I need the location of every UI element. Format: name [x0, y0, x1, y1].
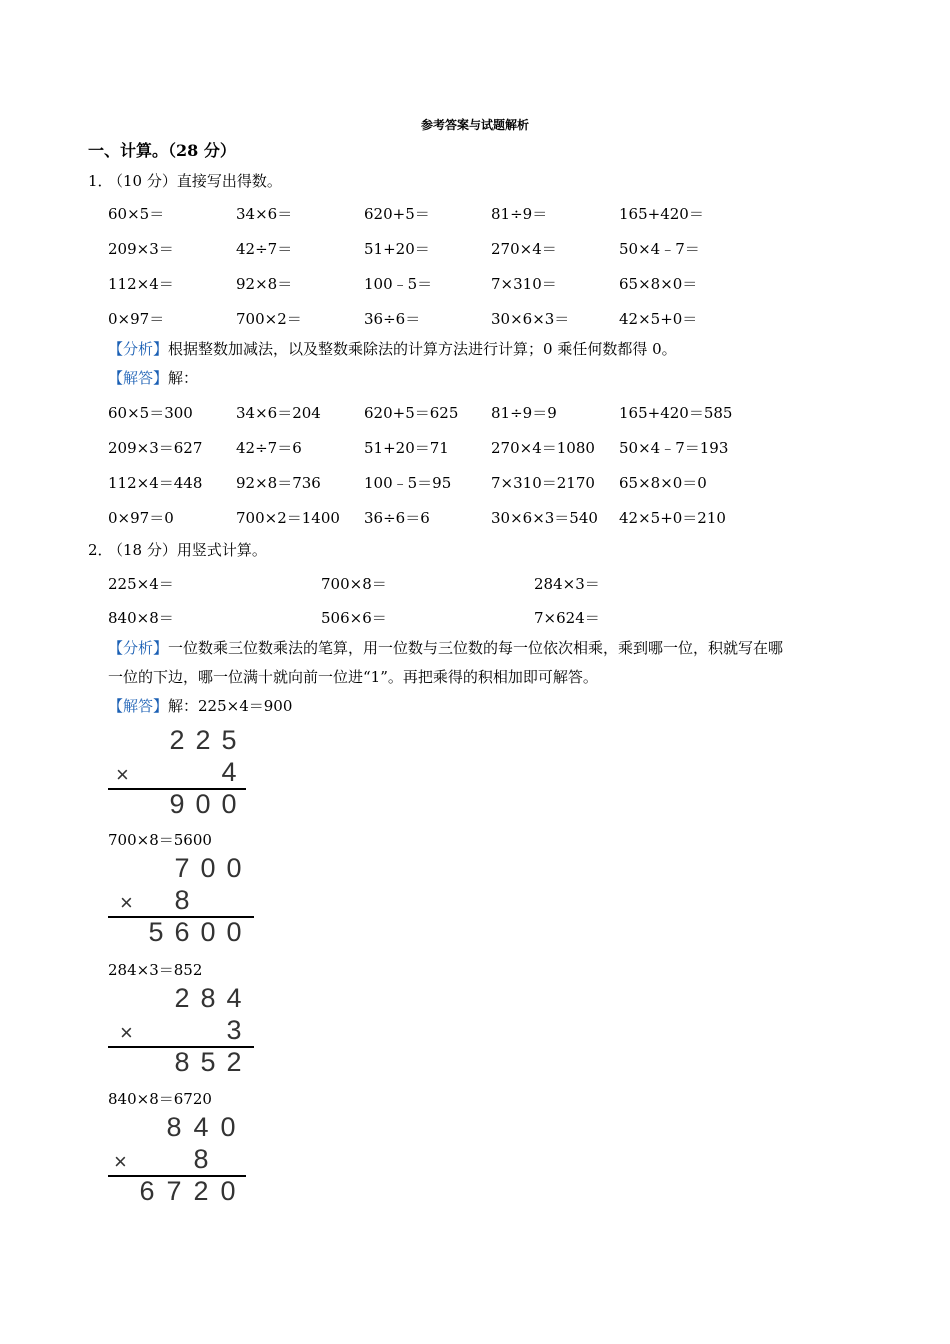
q1-problem: 7×310＝ — [491, 275, 557, 293]
q1-problem: 36÷6＝ — [364, 310, 421, 328]
q1-answer: 81÷9＝9 — [491, 404, 557, 422]
q1-problem: 42÷7＝ — [236, 240, 293, 258]
product-digit: 0 — [195, 789, 211, 819]
q2-analysis-line-1 — [108, 634, 783, 663]
q1-answer: 100﹣5＝95 — [364, 474, 452, 492]
q1-answer: 42×5+0＝210 — [619, 509, 726, 527]
analysis-tag: 【分析】 — [108, 639, 169, 657]
multiplicand-digit: 0 — [220, 1112, 236, 1142]
multiply-sign: × — [120, 1020, 133, 1045]
q1-answer: 60×5＝300 — [108, 404, 193, 422]
q1-answer: 50×4﹣7＝193 — [619, 439, 729, 457]
q2-problem: 700×8＝ — [321, 575, 387, 593]
multiplicand-digit: 2 — [195, 725, 211, 755]
q1-answer: 42÷7＝6 — [236, 439, 302, 457]
vertical-calculation-284x3 — [108, 983, 258, 1079]
q1-problem: 60×5＝ — [108, 205, 165, 223]
product-digit: 0 — [221, 789, 237, 819]
q1-answer: 30×6×3＝540 — [491, 509, 598, 527]
multiplier-digit: 8 — [193, 1144, 209, 1174]
q2-problem: 7×624＝ — [534, 609, 600, 627]
product-digit: 6 — [174, 917, 190, 947]
q1-answer: 620+5＝625 — [364, 404, 459, 422]
answer-lead: 解：225×4＝900 — [168, 697, 293, 715]
q2-problem: 225×4＝ — [108, 575, 174, 593]
q1-answer-heading — [108, 364, 198, 393]
vertical-calculation-225x4 — [108, 725, 258, 820]
product-digit: 5 — [200, 1047, 216, 1077]
q1-answer: 51+20＝71 — [364, 439, 449, 457]
q1-problem: 65×8×0＝ — [619, 275, 698, 293]
q1-answer: 0×97＝0 — [108, 509, 174, 527]
analysis-text: 根据整数加减法，以及整数乘除法的计算方法进行计算；0 乘任何数都得 0。 — [168, 340, 677, 358]
q1-problem: 209×3＝ — [108, 240, 174, 258]
product-digit: 9 — [169, 789, 185, 819]
q1-answer: 36÷6＝6 — [364, 509, 430, 527]
q1-problem: 34×6＝ — [236, 205, 293, 223]
q1-answer: 209×3＝627 — [108, 439, 203, 457]
analysis-tag: 【分析】 — [108, 340, 169, 358]
product-digit: 8 — [174, 1047, 190, 1077]
q1-analysis — [108, 335, 677, 364]
q1-answer: 165+420＝585 — [619, 404, 733, 422]
step-label: 284×3＝852 — [108, 961, 203, 979]
multiplicand-digit: 5 — [221, 725, 237, 755]
q1-problem: 270×4＝ — [491, 240, 557, 258]
answer-lead: 解： — [168, 369, 199, 387]
q1-answer: 112×4＝448 — [108, 474, 203, 492]
multiplicand-digit: 4 — [226, 983, 242, 1013]
product-digit: 2 — [193, 1176, 209, 1206]
product-digit: 7 — [166, 1176, 182, 1206]
page-title: 参考答案与试题解析 — [420, 118, 529, 132]
vertical-calculation-840x8 — [108, 1112, 258, 1208]
question-1-number: 1． — [88, 172, 113, 190]
section-heading: 一、计算。（28 分） — [88, 141, 236, 160]
q1-problem: 700×2＝ — [236, 310, 302, 328]
q2-problem: 284×3＝ — [534, 575, 600, 593]
product-digit: 0 — [220, 1176, 236, 1206]
q1-problem: 112×4＝ — [108, 275, 174, 293]
answer-tag: 【解答】 — [108, 369, 169, 387]
multiplicand-digit: 0 — [226, 853, 242, 883]
q1-problem: 0×97＝ — [108, 310, 165, 328]
multiplier-digit: 4 — [221, 757, 237, 787]
multiplicand-digit: 8 — [166, 1112, 182, 1142]
step-label: 840×8＝6720 — [108, 1090, 212, 1108]
product-digit: 2 — [226, 1047, 242, 1077]
question-2-number: 2． — [88, 541, 113, 559]
q1-problem: 51+20＝ — [364, 240, 430, 258]
product-digit: 5 — [148, 917, 164, 947]
q1-problem: 30×6×3＝ — [491, 310, 570, 328]
q1-answer: 34×6＝204 — [236, 404, 321, 422]
multiplier-digit: 8 — [174, 885, 190, 915]
q2-problem: 840×8＝ — [108, 609, 174, 627]
q1-answer: 7×310＝2170 — [491, 474, 595, 492]
product-digit: 0 — [226, 917, 242, 947]
q2-answer-heading — [108, 692, 292, 721]
product-digit: 6 — [139, 1176, 155, 1206]
q2-problem: 506×6＝ — [321, 609, 387, 627]
multiplicand-digit: 8 — [200, 983, 216, 1013]
multiplicand-digit: 2 — [174, 983, 190, 1013]
multiplicand-digit: 7 — [174, 853, 190, 883]
q1-answer: 700×2＝1400 — [236, 509, 340, 527]
q1-problem: 620+5＝ — [364, 205, 430, 223]
multiplicand-digit: 0 — [200, 853, 216, 883]
multiply-sign: × — [116, 762, 129, 787]
product-digit: 0 — [200, 917, 216, 947]
q1-answer: 270×4＝1080 — [491, 439, 595, 457]
analysis-text: 一位数乘三位数乘法的笔算，用一位数与三位数的每一位依次相乘，乘到哪一位，积就写在哪 — [168, 639, 784, 657]
vertical-calculation-700x8 — [108, 853, 258, 949]
multiplicand-digit: 2 — [169, 725, 185, 755]
q1-problem: 81÷9＝ — [491, 205, 548, 223]
q1-answer: 92×8＝736 — [236, 474, 321, 492]
multiply-sign: × — [120, 890, 133, 915]
multiplicand-digit: 4 — [193, 1112, 209, 1142]
multiplier-digit: 3 — [226, 1015, 242, 1045]
q1-problem: 165+420＝ — [619, 205, 704, 223]
step-label: 700×8＝5600 — [108, 831, 212, 849]
q1-problem: 92×8＝ — [236, 275, 293, 293]
q1-problem: 100﹣5＝ — [364, 275, 433, 293]
q2-analysis-line-2: 一位的下边，哪一位满十就向前一位进“1”。再把乘得的积相加即可解答。 — [108, 668, 598, 686]
q1-answer: 65×8×0＝0 — [619, 474, 707, 492]
answer-tag: 【解答】 — [108, 697, 169, 715]
question-1-text: （10 分）直接写出得数。 — [108, 172, 282, 190]
multiply-sign: × — [114, 1149, 127, 1174]
q1-problem: 42×5+0＝ — [619, 310, 698, 328]
question-2-text: （18 分）用竖式计算。 — [108, 541, 267, 559]
q1-problem: 50×4﹣7＝ — [619, 240, 700, 258]
